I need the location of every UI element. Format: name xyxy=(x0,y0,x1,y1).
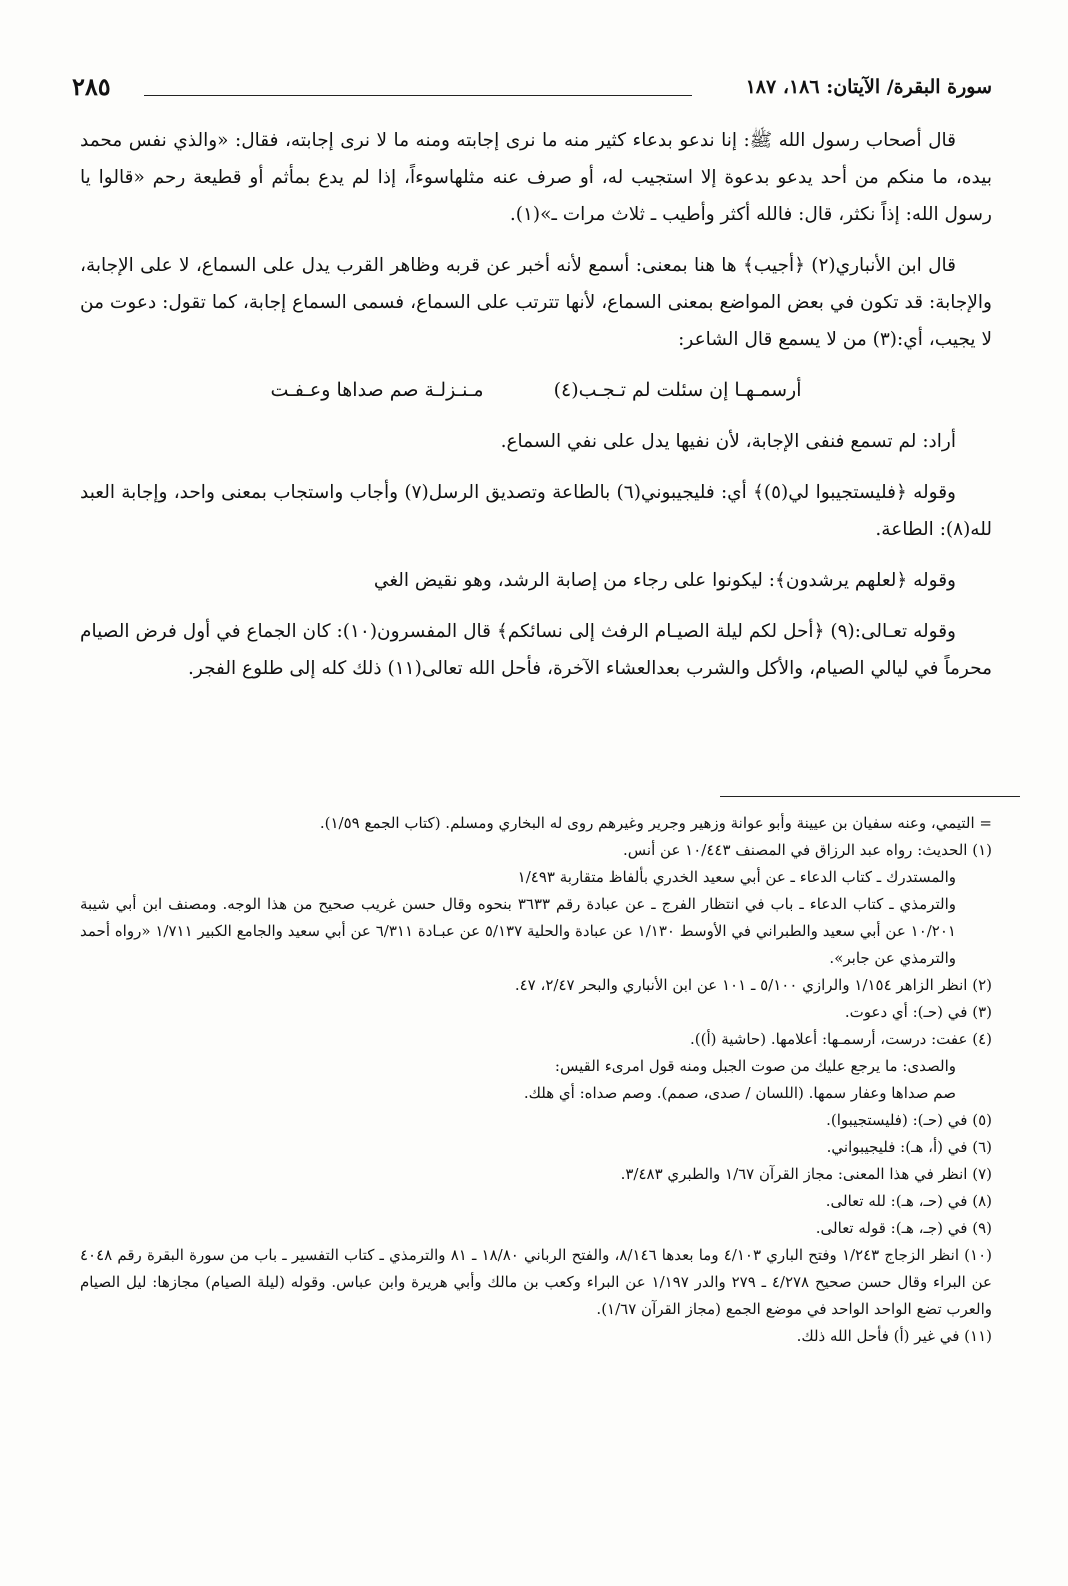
footnote-item: (٩) في (جـ، هـ): قوله تعالى. xyxy=(815,1219,992,1237)
paragraph-ibn-anbari: قال ابن الأنباري(٢) ﴿أجيب﴾ ها هنا بمعنى: أسمع لأنه أخبر عن قربه وظاهر القرب يدل على السماع، لا على الإجابة، والإجابة: قد تكون في بعض المواضع بمعنى السماع، لأنها تترتب على السماع، فسمى السماع إجابة، كما تقول: دعوت من لا يجيب، أي:(٣) من لا يسمع قال الشاعر: xyxy=(80,255,992,350)
footnote-item: (٨) في (حـ، هـ): لله تعالى. xyxy=(825,1192,992,1210)
footnote-item: (٦) في (أ، هـ): فليجيبواني. xyxy=(826,1138,992,1156)
page-header xyxy=(72,72,992,108)
paragraph-arad: أراد: لم تسمع فنفى الإجابة، لأن نفيها يدل على نفي السماع. xyxy=(500,431,956,452)
paragraph-yarshudun: وقوله ﴿لعلهم يرشدون﴾: ليكونوا على رجاء من إصابة الرشد، وهو نقيض الغي xyxy=(373,570,956,591)
footnote-item: (٥) في (حـ): (فليستجيبوا). xyxy=(826,1111,992,1129)
footnote-item: (٧) انظر في هذا المعنى: مجاز القرآن ١/٦٧ والطبري ٣/٤٨٣. xyxy=(620,1165,992,1183)
footnotes xyxy=(80,810,992,1350)
footnote-item: والترمذي ـ كتاب الدعاء ـ باب في انتظار الفرج ـ عن عبادة رقم ٣٦٣٣ بنحوه وقال حسن غريب صحيح من هذا الوجه. ومصنف ابن أبي شيبة ١٠/٢٠١ عن أبي سعيد والطبراني في الأوسط ١/١٣٠ عن عبادة والحلية ٥/١٣٧ عن عبـادة ٦/٣١١ عن أبي سعيد والجامع الكبير ١/٧١١ «رواه أحمد والترمذي عن جابر». xyxy=(80,895,956,967)
verse-second-hemistich: مـنـزلـة صم صداها وعـفـت xyxy=(270,379,484,401)
footnote-item: صم صداها وعفار سمها. (اللسان / صدى، صمم). وصم صداه: أي هلك. xyxy=(523,1084,956,1102)
paragraph-uhilla: وقوله تعـالى:(٩) ﴿أحل لكم ليلة الصيـام الرفث إلى نسائكم﴾ قال المفسرون(١٠): كان الجماع في أول فرض الصيام محرماً في ليالي الصيام، والأكل والشرب بعدالعشاء الآخرة، فأحل الله تعالى(١١) ذلك كله إلى طلوع الفجر. xyxy=(80,621,992,679)
footnote-item: والمستدرك ـ كتاب الدعاء ـ عن أبي سعيد الخدري بألفاظ متقاربة ١/٤٩٣ xyxy=(517,868,956,886)
paragraph-hadith: قال أصحاب رسول الله ﷺ: إنا ندعو بدعاء كثير منه ما نرى إجابته ومنه ما لا نرى إجابته، فقال: «والذي نفس محمد بيده، ما منكم من أحد يدعو بدعوة إلا استجيب له، أو صرف عنه مثلهاسوءاً، إذا لم يدع بمأثم أو قطيعة رحم «قالوا يا رسول الله: إذاً نكثر، قال: فالله أكثر وأطيب ـ ثلاث مرات ـ»(١). xyxy=(80,130,992,225)
paragraph-falyastajibu: وقوله ﴿فليستجيبوا لي(٥)﴾ أي: فليجيبوني(٦) بالطاعة وتصديق الرسل(٧) وأجاب واستجاب بمعنى واحد، وإجابة العبد لله(٨): الطاعة. xyxy=(80,482,992,540)
header-rule xyxy=(144,95,692,96)
footnote-item: (٤) عفت: درست، أرسمـها: أعلامها. (حاشية (أ)). xyxy=(689,1030,992,1048)
footnote-item: (١) الحديث: رواه عبد الرزاق في المصنف ١٠/٤٤٣ عن أنس. xyxy=(623,841,992,859)
footnote-item: والصدى: ما يرجع عليك من صوت الجبل ومنه قول امرىء القيس: xyxy=(554,1057,956,1075)
footnote-item: (٢) انظر الزاهر ١/١٥٤ والرازي ٥/١٠٠ ـ ١٠١ عن ابن الأنباري والبحر ٢/٤٧، ٤٧. xyxy=(514,976,992,994)
footnote-item: (١٠) انظر الزجاج ١/٢٤٣ وفتح الباري ٤/١٠٣ وما بعدها ٨/١٤٦، والفتح الرباني ١٨/٨٠ ـ ٨١ والترمذي ـ كتاب التفسير ـ باب من سورة البقرة رقم ٤٠٤٨ عن البراء وقال حسن صحيح ٤/٢٧٨ ـ ٢٧٩ والدر ١/١٩٧ عن البراء وكعب بن مالك وأبي هريرة وابن عباس. وقوله (ليلة الصيام) مجازها: ليل الصيام والعرب تضع الواحد الواحد في موضع الجمع (مجاز القرآن ١/٦٧). xyxy=(80,1246,993,1318)
verse-first-hemistich: أرسمـهـا إن سئلت لم تـجـب(٤) xyxy=(553,379,802,401)
running-title: سورة البقرة/ الآيتان: ١٨٦، ١٨٧ xyxy=(745,76,992,98)
footnote-item: (٣) في (حـ): أي دعوت. xyxy=(844,1003,992,1021)
footnote-item: = التيمي، وعنه سفيان بن عيينة وأبو عوانة وزهير وجرير وغيرهم روى له البخاري ومسلم. (كتاب الجمع ١/٥٩). xyxy=(319,814,992,832)
page-number: ٢٨٥ xyxy=(72,72,111,101)
poetry-verse xyxy=(80,372,992,409)
footnote-item: (١١) في غير (أ) فأحل الله ذلك. xyxy=(796,1327,992,1345)
main-text xyxy=(80,122,992,701)
footnote-divider xyxy=(720,796,1020,797)
